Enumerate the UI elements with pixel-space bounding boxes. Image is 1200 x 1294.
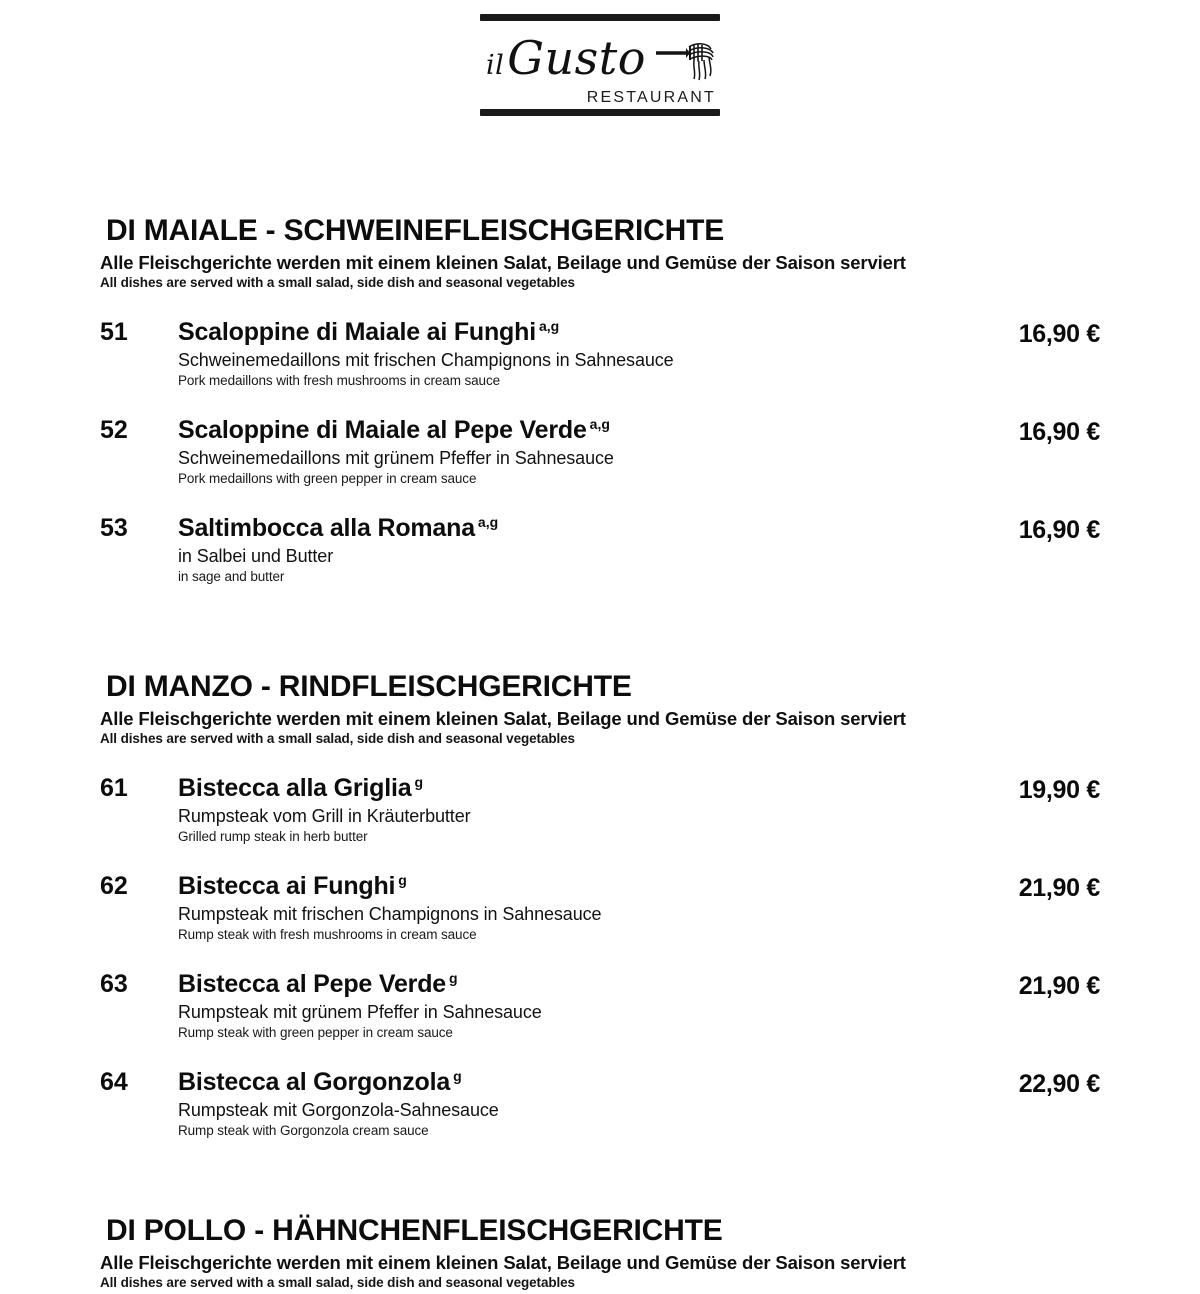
item-name-text: Bistecca ai Funghi bbox=[178, 872, 396, 900]
section-subtitle-en-manzo: All dishes are served with a small salad, side dish and seasonal vegetables bbox=[100, 731, 575, 746]
item-name bbox=[178, 774, 930, 802]
logo-word-il: il bbox=[486, 50, 505, 81]
item-body bbox=[178, 774, 930, 844]
logo-top-rule bbox=[480, 14, 720, 21]
item-description-de: Rumpsteak mit frischen Champignons in Sahnesauce bbox=[178, 904, 602, 924]
item-body bbox=[178, 514, 930, 584]
item-price: 16,90 € bbox=[1018, 320, 1100, 348]
menu-content bbox=[0, 214, 1200, 1294]
section-subtitle-de-pollo: Alle Fleischgerichte werden mit einem kleinen Salat, Beilage und Gemüse der Saison serviert bbox=[100, 1252, 906, 1273]
menu-section-manzo bbox=[100, 670, 1100, 1138]
restaurant-logo bbox=[480, 14, 720, 116]
item-price: 22,90 € bbox=[1018, 1070, 1100, 1098]
item-allergens: a,g bbox=[477, 513, 499, 530]
item-number: 52 bbox=[100, 416, 128, 444]
logo-wordmark bbox=[486, 31, 646, 85]
item-name bbox=[178, 872, 930, 900]
logo-inner bbox=[480, 27, 720, 105]
item-number: 63 bbox=[100, 970, 128, 998]
item-body bbox=[178, 318, 930, 388]
item-price: 16,90 € bbox=[1018, 516, 1100, 544]
menu-items-maiale bbox=[100, 318, 1100, 584]
item-description-de: Rumpsteak vom Grill in Kräuterbutter bbox=[178, 806, 471, 826]
item-number: 51 bbox=[100, 318, 128, 346]
item-name bbox=[178, 318, 930, 346]
item-number: 64 bbox=[100, 1068, 128, 1096]
logo-bottom-rule bbox=[480, 109, 720, 116]
menu-section-pollo bbox=[100, 1214, 1100, 1290]
menu-items-manzo bbox=[100, 774, 1100, 1138]
item-number: 62 bbox=[100, 872, 128, 900]
section-subtitle-de-manzo: Alle Fleischgerichte werden mit einem kleinen Salat, Beilage und Gemüse der Saison serviert bbox=[100, 708, 906, 729]
item-description-de: Rumpsteak mit Gorgonzola-Sahnesauce bbox=[178, 1100, 499, 1120]
item-description-de: Schweinemedaillons mit grünem Pfeffer in Sahnesauce bbox=[178, 448, 614, 468]
item-name bbox=[178, 970, 930, 998]
item-description-en: Pork medaillons with green pepper in cream sauce bbox=[178, 471, 477, 486]
menu-item[interactable] bbox=[100, 318, 1100, 388]
item-price: 21,90 € bbox=[1018, 874, 1100, 902]
item-body bbox=[178, 970, 930, 1040]
item-description-en: Rump steak with fresh mushrooms in cream sauce bbox=[178, 927, 477, 942]
item-name bbox=[178, 416, 930, 444]
item-name-text: Bistecca alla Griglia bbox=[178, 774, 412, 802]
menu-section-maiale bbox=[100, 214, 1100, 584]
item-description-en: Rump steak with green pepper in cream sauce bbox=[178, 1025, 453, 1040]
menu-item[interactable] bbox=[100, 1068, 1100, 1138]
item-allergens: a,g bbox=[589, 415, 610, 432]
section-subtitle-de-maiale: Alle Fleischgerichte werden mit einem kleinen Salat, Beilage und Gemüse der Saison serviert bbox=[100, 252, 906, 273]
section-subtitle-en-pollo: All dishes are served with a small salad, side dish and seasonal vegetables bbox=[100, 1275, 575, 1290]
section-title-maiale: DI MAIALE - SCHWEINEFLEISCHGERICHTE bbox=[106, 214, 725, 247]
item-allergens: g bbox=[453, 1067, 462, 1084]
item-name-text: Scaloppine di Maiale al Pepe Verde bbox=[178, 416, 587, 444]
menu-item[interactable] bbox=[100, 872, 1100, 942]
item-description-en: Grilled rump steak in herb butter bbox=[178, 829, 368, 844]
item-name-text: Saltimbocca alla Romana bbox=[178, 514, 475, 542]
item-number: 53 bbox=[100, 514, 128, 542]
item-price: 19,90 € bbox=[1018, 776, 1100, 804]
item-allergens: g bbox=[398, 871, 407, 888]
item-body bbox=[178, 872, 930, 942]
item-allergens: a,g bbox=[538, 317, 560, 334]
item-body bbox=[178, 1068, 930, 1138]
item-name-text: Scaloppine di Maiale ai Funghi bbox=[178, 318, 536, 346]
item-description-de: Schweinemedaillons mit frischen Champignons in Sahnesauce bbox=[178, 350, 674, 370]
item-price: 16,90 € bbox=[1018, 418, 1100, 446]
item-name bbox=[178, 514, 930, 542]
section-title-pollo: DI POLLO - HÄHNCHENFLEISCHGERICHTE bbox=[106, 1214, 723, 1247]
item-body bbox=[178, 416, 930, 486]
fork-with-spaghetti-icon bbox=[656, 33, 722, 91]
item-name-text: Bistecca al Gorgonzola bbox=[178, 1068, 451, 1096]
menu-item[interactable] bbox=[100, 774, 1100, 844]
item-name-text: Bistecca al Pepe Verde bbox=[178, 970, 446, 998]
item-allergens: g bbox=[414, 773, 423, 790]
menu-item[interactable] bbox=[100, 416, 1100, 486]
item-price: 21,90 € bbox=[1018, 972, 1100, 1000]
item-allergens: g bbox=[449, 969, 458, 986]
logo-restaurant-label: RESTAURANT bbox=[586, 89, 716, 106]
item-name bbox=[178, 1068, 930, 1096]
menu-item[interactable] bbox=[100, 970, 1100, 1040]
item-description-en: in sage and butter bbox=[178, 569, 285, 584]
item-description-en: Pork medaillons with fresh mushrooms in cream sauce bbox=[178, 373, 501, 388]
menu-item[interactable] bbox=[100, 514, 1100, 584]
section-subtitle-en-maiale: All dishes are served with a small salad, side dish and seasonal vegetables bbox=[100, 275, 575, 290]
item-description-de: Rumpsteak mit grünem Pfeffer in Sahnesauce bbox=[178, 1002, 542, 1022]
item-description-en: Rump steak with Gorgonzola cream sauce bbox=[178, 1123, 429, 1138]
item-description-de: in Salbei und Butter bbox=[178, 546, 334, 566]
section-title-manzo: DI MANZO - RINDFLEISCHGERICHTE bbox=[106, 670, 632, 703]
logo-word-gusto: Gusto bbox=[507, 31, 646, 85]
item-number: 61 bbox=[100, 774, 128, 802]
